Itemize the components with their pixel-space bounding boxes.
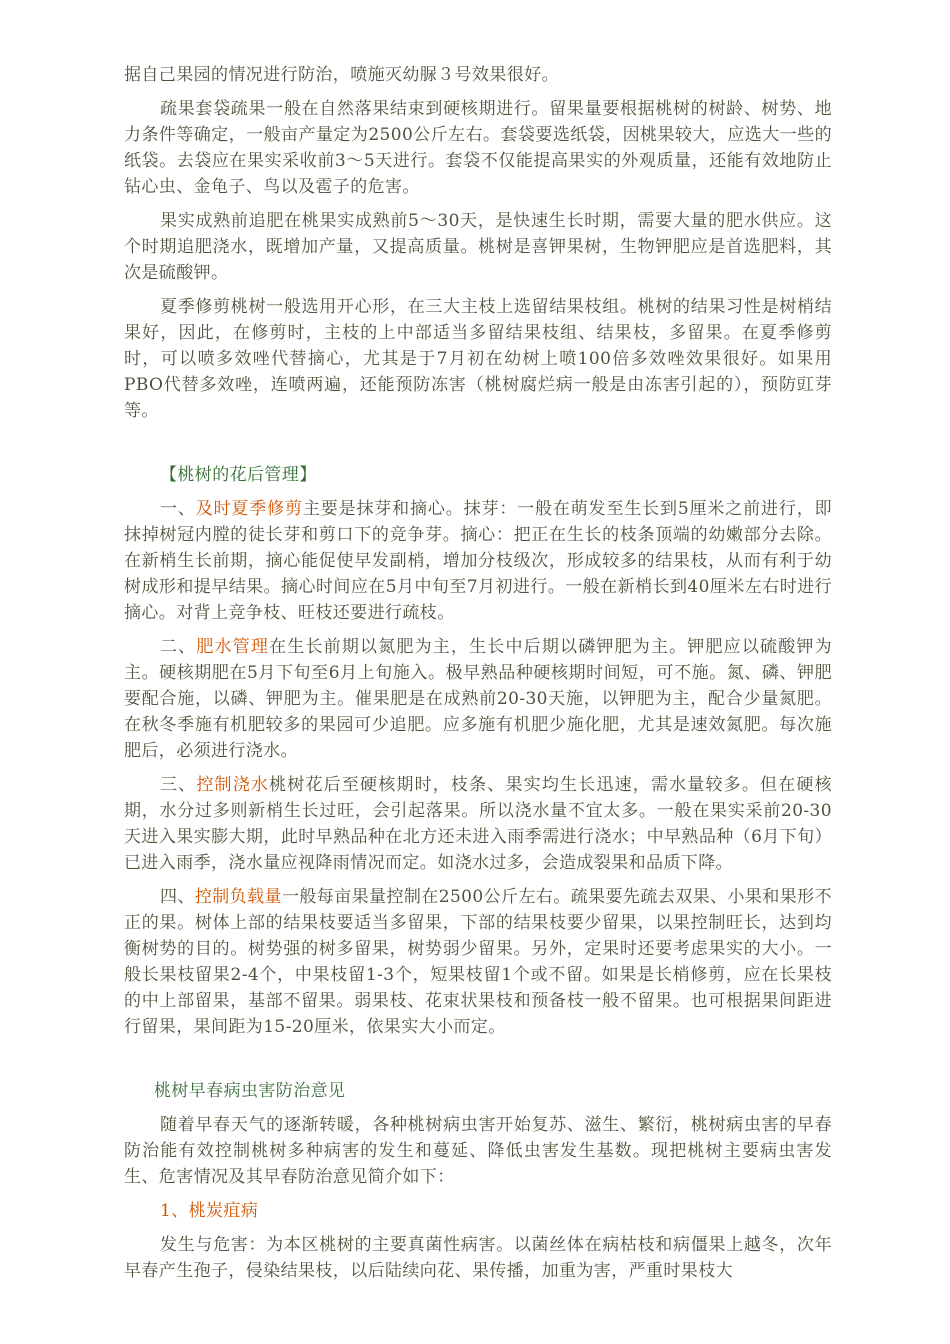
paragraph-preharvest-fertilizer: 果实成熟前追肥在桃果实成熟前5～30天，是快速生长时期，需要大量的肥水供应。这个时期追肥浇水，既增加产量，又提高质量。桃树是喜钾果树，生物钾肥应是首选肥料，其次是硫酸钾。 (124, 211, 832, 283)
section-heading-post-bloom: 【桃树的花后管理】 (160, 465, 317, 485)
item-number: 一、 (160, 499, 196, 519)
item-text: 在生长前期以氮肥为主，生长中后期以磷钾肥为主。钾肥应以硫酸钾为主。硬核期肥在5月下旬至6月上旬施入。极早熟品种硬核期时间短，可不施。氮、磷、钾肥要配合施，以磷、钾肥为主。催果肥是在成熟前20-30天施，以钾肥为主，配合少量氮肥。在秋冬季施有机肥较多的果园可少追肥。应多施有机肥少施化肥，尤其是速效氮肥。每次施肥后，必须进行浇水。 (124, 637, 832, 761)
item-number: 四、 (160, 887, 195, 907)
paragraph-anthracnose: 发生与危害：为本区桃树的主要真菌性病害。以菌丝体在病枯枝和病僵果上越冬，次年早春产生孢子，侵染结果枝，以后陆续向花、果传播，加重为害，严重时果枝大 (124, 1235, 832, 1281)
item-number: 二、 (160, 637, 197, 657)
subheading-anthracnose: 1、桃炭疽病 (160, 1201, 259, 1221)
section-item-4 (124, 884, 832, 1040)
section-heading-spring-pests: 桃树早春病虫害防治意见 (154, 1081, 346, 1101)
section-item-2 (124, 634, 832, 764)
item-text: 一般每亩果量控制在2500公斤左右。疏果要先疏去双果、小果和果形不正的果。树体上部的结果枝要适当多留果，下部的结果枝要少留果，以果控制旺长，达到均衡树势的目的。树势强的树多留果，树势弱少留果。另外，定果时还要考虑果实的大小。一般长果枝留果2-4个，中果枝留1-3个，短果枝留1个或不留。如果是长梢修剪，应在长果枝的中上部留果，基部不留果。弱果枝、花束状果枝和预备枝一般不留果。也可根据果间距进行留果，果间距为15-20厘米，依果实大小而定。 (124, 887, 832, 1037)
item-keyword: 控制浇水 (196, 775, 270, 795)
item-keyword: 及时夏季修剪 (195, 499, 303, 519)
item-text: 桃树花后至硬核期时，枝条、果实均生长迅速，需水量较多。但在硬核期，水分过多则新梢生长过旺，会引起落果。所以浇水量不宜太多。一般在果实采前20-30天进入果实膨大期，此时早熟品种在北方还未进入雨季需进行浇水；中早熟品种（6月下旬）已进入雨季，浇水量应视降雨情况而定。如浇水过多，会造成裂果和品质下降。 (124, 775, 832, 873)
section-item-3 (124, 772, 832, 876)
item-text: 主要是抹芽和摘心。抹芽：一般在萌发至生长到5厘米之前进行，即抹掉树冠内膛的徒长芽和剪口下的竞争芽。摘心：把正在生长的枝条顶端的幼嫩部分去除。在新梢生长前期，摘心能促使早发副梢，增加分枝级次，形成较多的结果枝，从而有利于幼树成形和提早结果。摘心时间应在5月中旬至7月初进行。一般在新梢长到40厘米左右时进行摘心。对背上竞争枝、旺枝还要进行疏枝。 (124, 499, 832, 623)
item-keyword: 控制负载量 (194, 887, 282, 907)
paragraph-summer-pruning: 夏季修剪桃树一般选用开心形，在三大主枝上选留结果枝组。桃树的结果习性是树梢结果好，因此，在修剪时，主枝的上中部适当多留结果枝组、结果枝，多留果。在夏季修剪时，可以喷多效唑代替摘心，尤其是于7月初在幼树上喷100倍多效唑效果很好。如果用PBO代替多效唑，连喷两遍，还能预防冻害（桃树腐烂病一般是由冻害引起的），预防豇芽等。 (124, 297, 832, 421)
paragraph-spring-intro: 随着早春天气的逐渐转暖，各种桃树病虫害开始复苏、滋生、繁衍，桃树病虫害的早春防治能有效控制桃树多种病害的发生和蔓延、降低虫害发生基数。现把桃树主要病虫害发生、危害情况及其早春防治意见简介如下： (124, 1115, 832, 1187)
paragraph-continuation: 据自己果园的情况进行防治，喷施灭幼脲３号效果很好。 (124, 65, 559, 85)
item-number: 三、 (160, 775, 197, 795)
paragraph-thinning-bagging: 疏果套袋疏果一般在自然落果结束到硬核期进行。留果量要根据桃树的树龄、树势、地力条件等确定，一般亩产量定为2500公斤左右。套袋要选纸袋，因桃果较大，应选大一些的纸袋。去袋应在果实采收前3～5天进行。套袋不仅能提高果实的外观质量，还能有效地防止钻心虫、金龟子、鸟以及雹子的危害。 (124, 99, 832, 197)
section-item-1 (124, 496, 832, 626)
item-keyword: 肥水管理 (196, 637, 270, 657)
